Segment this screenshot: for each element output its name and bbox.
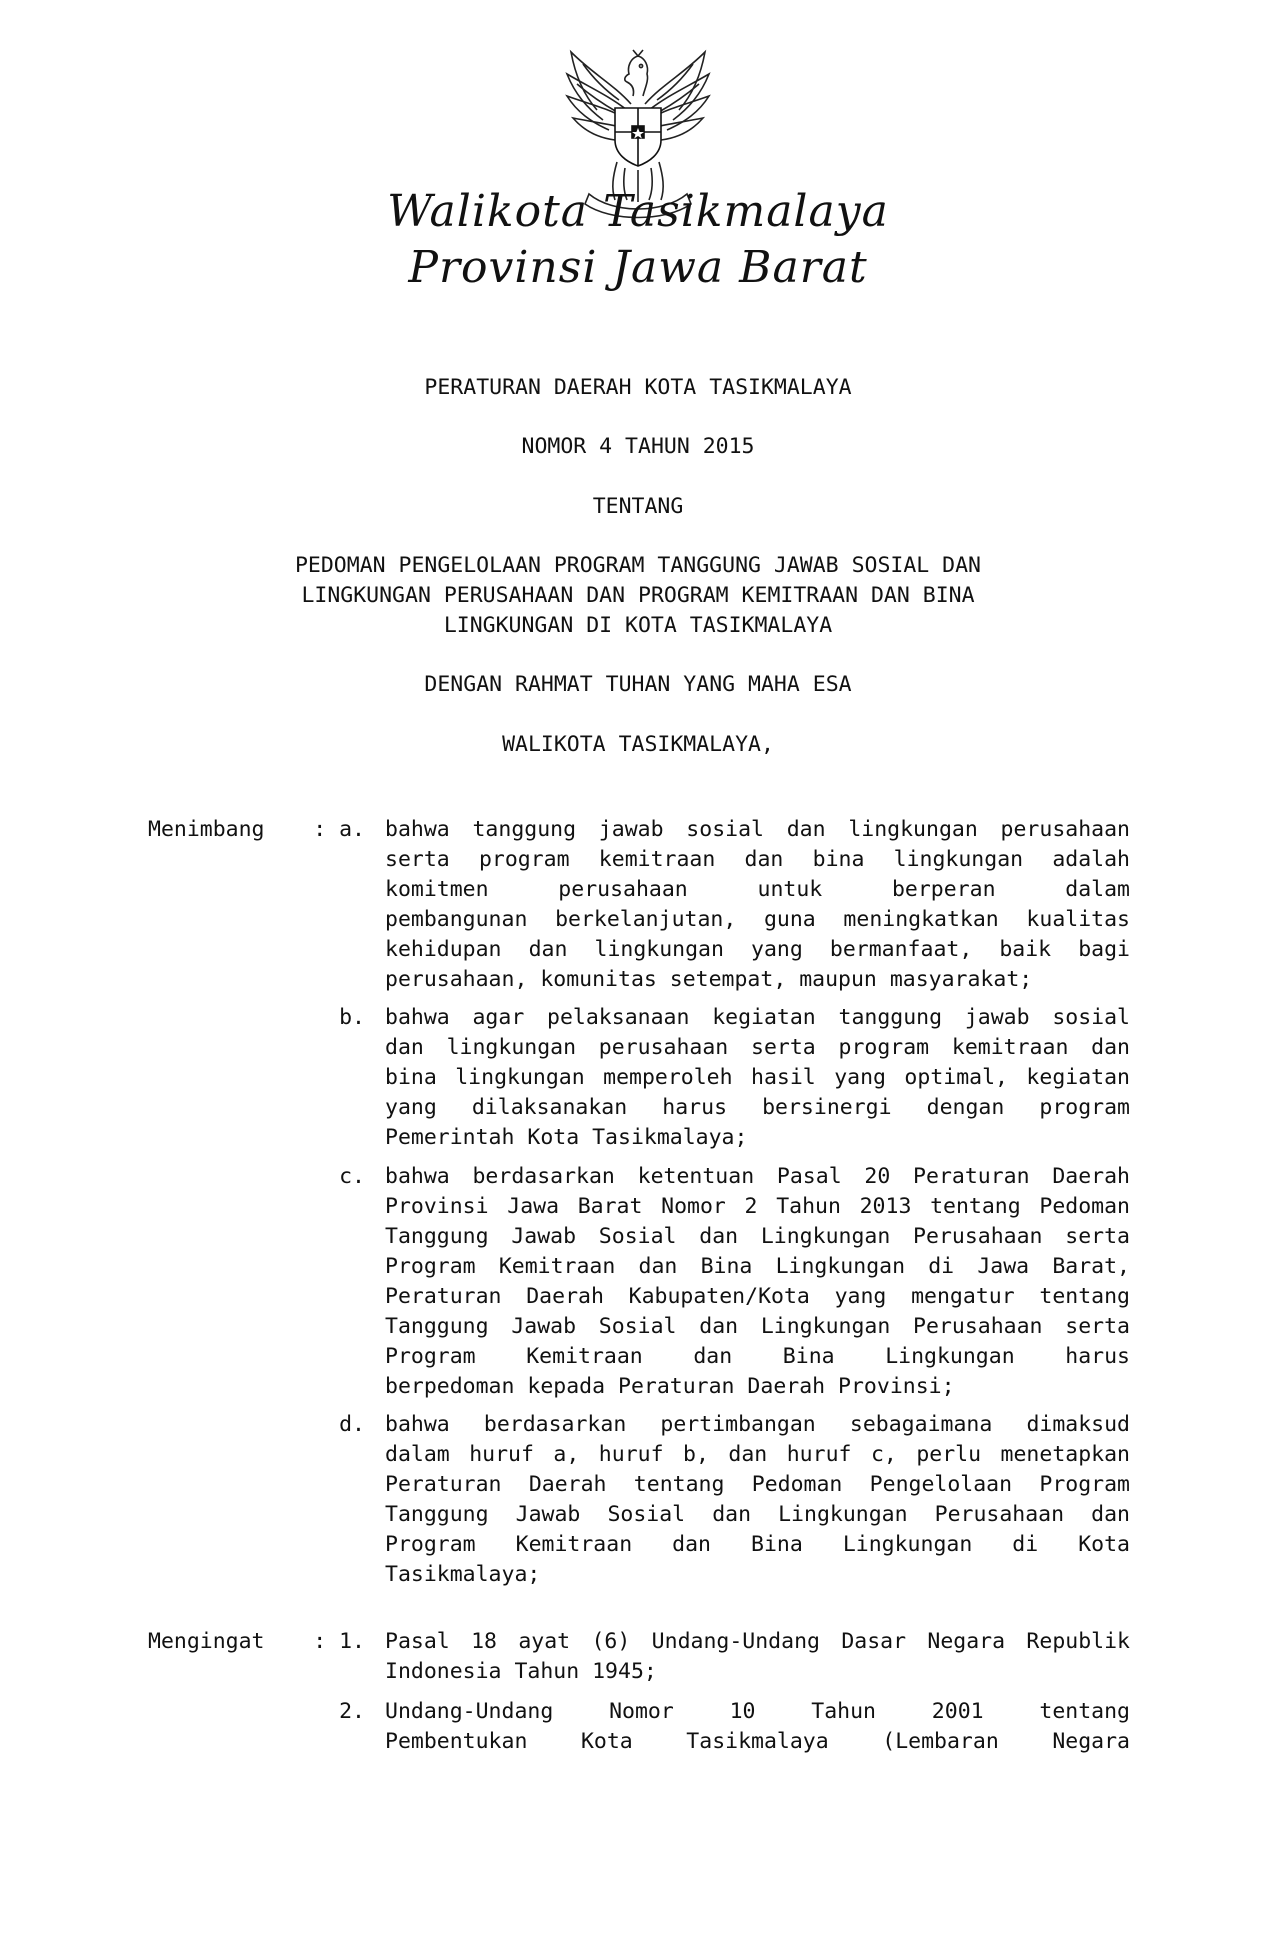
- item-marker: d.: [339, 1412, 365, 1437]
- menimbang-label: Menimbang: [148, 817, 265, 842]
- item-marker: : a.: [313, 817, 365, 842]
- text-line: bahwa berdasarkan ketentuan Pasal 20 Peraturan Daerah: [385, 1164, 1130, 1189]
- regulation-title: PERATURAN DAERAH KOTA TASIKMALAYA: [424, 375, 852, 400]
- text-line: Pemerintah Kota Tasikmalaya;: [385, 1125, 748, 1150]
- text-line: Program Kemitraan dan Bina Lingkungan di Jawa Barat,: [385, 1254, 1130, 1279]
- text-line: Pasal 18 ayat (6) Undang-Undang Dasar Negara Republik: [385, 1629, 1130, 1654]
- subject-line: PEDOMAN PENGELOLAAN PROGRAM TANGGUNG JAWAB SOSIAL DAN: [294, 553, 982, 578]
- mengingat-item-1: [385, 1627, 1130, 1687]
- regulation-number: NOMOR 4 TAHUN 2015: [521, 434, 755, 459]
- text-line: Program Kemitraan dan Bina Lingkungan di Kota: [385, 1532, 1130, 1557]
- text-line: Indonesia Tahun 1945;: [385, 1659, 657, 1684]
- text-line: Tanggung Jawab Sosial dan Lingkungan Perusahaan dan: [385, 1502, 1130, 1527]
- text-line: yang dilaksanakan harus bersinergi dengan program: [385, 1095, 1130, 1120]
- about-heading: TENTANG: [592, 494, 684, 519]
- text-line: bina lingkungan memperoleh hasil yang optimal, kegiatan: [385, 1065, 1130, 1090]
- subject-heading: [150, 551, 1126, 641]
- text-line: Tanggung Jawab Sosial dan Lingkungan Perusahaan serta: [385, 1314, 1130, 1339]
- text-line: pembangunan berkelanjutan, guna meningkatkan kualitas: [385, 907, 1130, 932]
- subject-line: LINGKUNGAN PERUSAHAAN DAN PROGRAM KEMITRAAN DAN BINA: [301, 583, 975, 608]
- text-line: Provinsi Jawa Barat Nomor 2 Tahun 2013 tentang Pedoman: [385, 1194, 1130, 1219]
- menimbang-item-c: [385, 1162, 1130, 1402]
- authority-line: WALIKOTA TASIKMALAYA,: [502, 732, 774, 757]
- text-line: dalam huruf a, huruf b, dan huruf c, perlu menetapkan: [385, 1442, 1130, 1467]
- text-line: Pembentukan Kota Tasikmalaya (Lembaran Negara: [385, 1729, 1130, 1754]
- text-line: serta program kemitraan dan bina lingkungan adalah: [385, 847, 1130, 872]
- text-line: Undang-Undang Nomor 10 Tahun 2001 tentang: [385, 1699, 1130, 1724]
- text-line: Tanggung Jawab Sosial dan Lingkungan Perusahaan serta: [385, 1224, 1130, 1249]
- text-line: bahwa tanggung jawab sosial dan lingkungan perusahaan: [385, 817, 1130, 842]
- item-marker: b.: [339, 1005, 365, 1030]
- menimbang-item-b: [385, 1003, 1130, 1153]
- blessing-line: DENGAN RAHMAT TUHAN YANG MAHA ESA: [424, 672, 852, 697]
- subject-line: LINGKUNGAN DI KOTA TASIKMALAYA: [443, 613, 833, 638]
- text-line: Peraturan Daerah tentang Pedoman Pengelolaan Program: [385, 1472, 1130, 1497]
- text-line: Peraturan Daerah Kabupaten/Kota yang mengatur tentang: [385, 1284, 1130, 1309]
- text-line: komitmen perusahaan untuk berperan dalam: [385, 877, 1130, 902]
- item-marker: c.: [339, 1164, 365, 1189]
- text-line: perusahaan, komunitas setempat, maupun masyarakat;: [385, 967, 1033, 992]
- text-line: Tasikmalaya;: [385, 1562, 541, 1587]
- text-line: kehidupan dan lingkungan yang bermanfaat, baik bagi: [385, 937, 1130, 962]
- text-line: dan lingkungan perusahaan serta program kemitraan dan: [385, 1035, 1130, 1060]
- text-line: bahwa agar pelaksanaan kegiatan tanggung jawab sosial: [385, 1005, 1130, 1030]
- menimbang-item-a: [385, 815, 1130, 995]
- letterhead-line2: Provinsi Jawa Barat: [408, 242, 868, 293]
- menimbang-item-d: [385, 1410, 1130, 1590]
- text-line: bahwa berdasarkan pertimbangan sebagaimana dimaksud: [385, 1412, 1130, 1437]
- mengingat-label: Mengingat: [148, 1629, 265, 1654]
- mengingat-item-2: [385, 1697, 1130, 1757]
- text-line: Program Kemitraan dan Bina Lingkungan harus: [385, 1344, 1130, 1369]
- item-marker: : 1.: [313, 1629, 365, 1654]
- letterhead-line1: Walikota Tasikmalaya: [387, 186, 889, 237]
- item-marker: 2.: [339, 1699, 365, 1724]
- text-line: berpedoman kepada Peraturan Daerah Provinsi;: [385, 1374, 955, 1399]
